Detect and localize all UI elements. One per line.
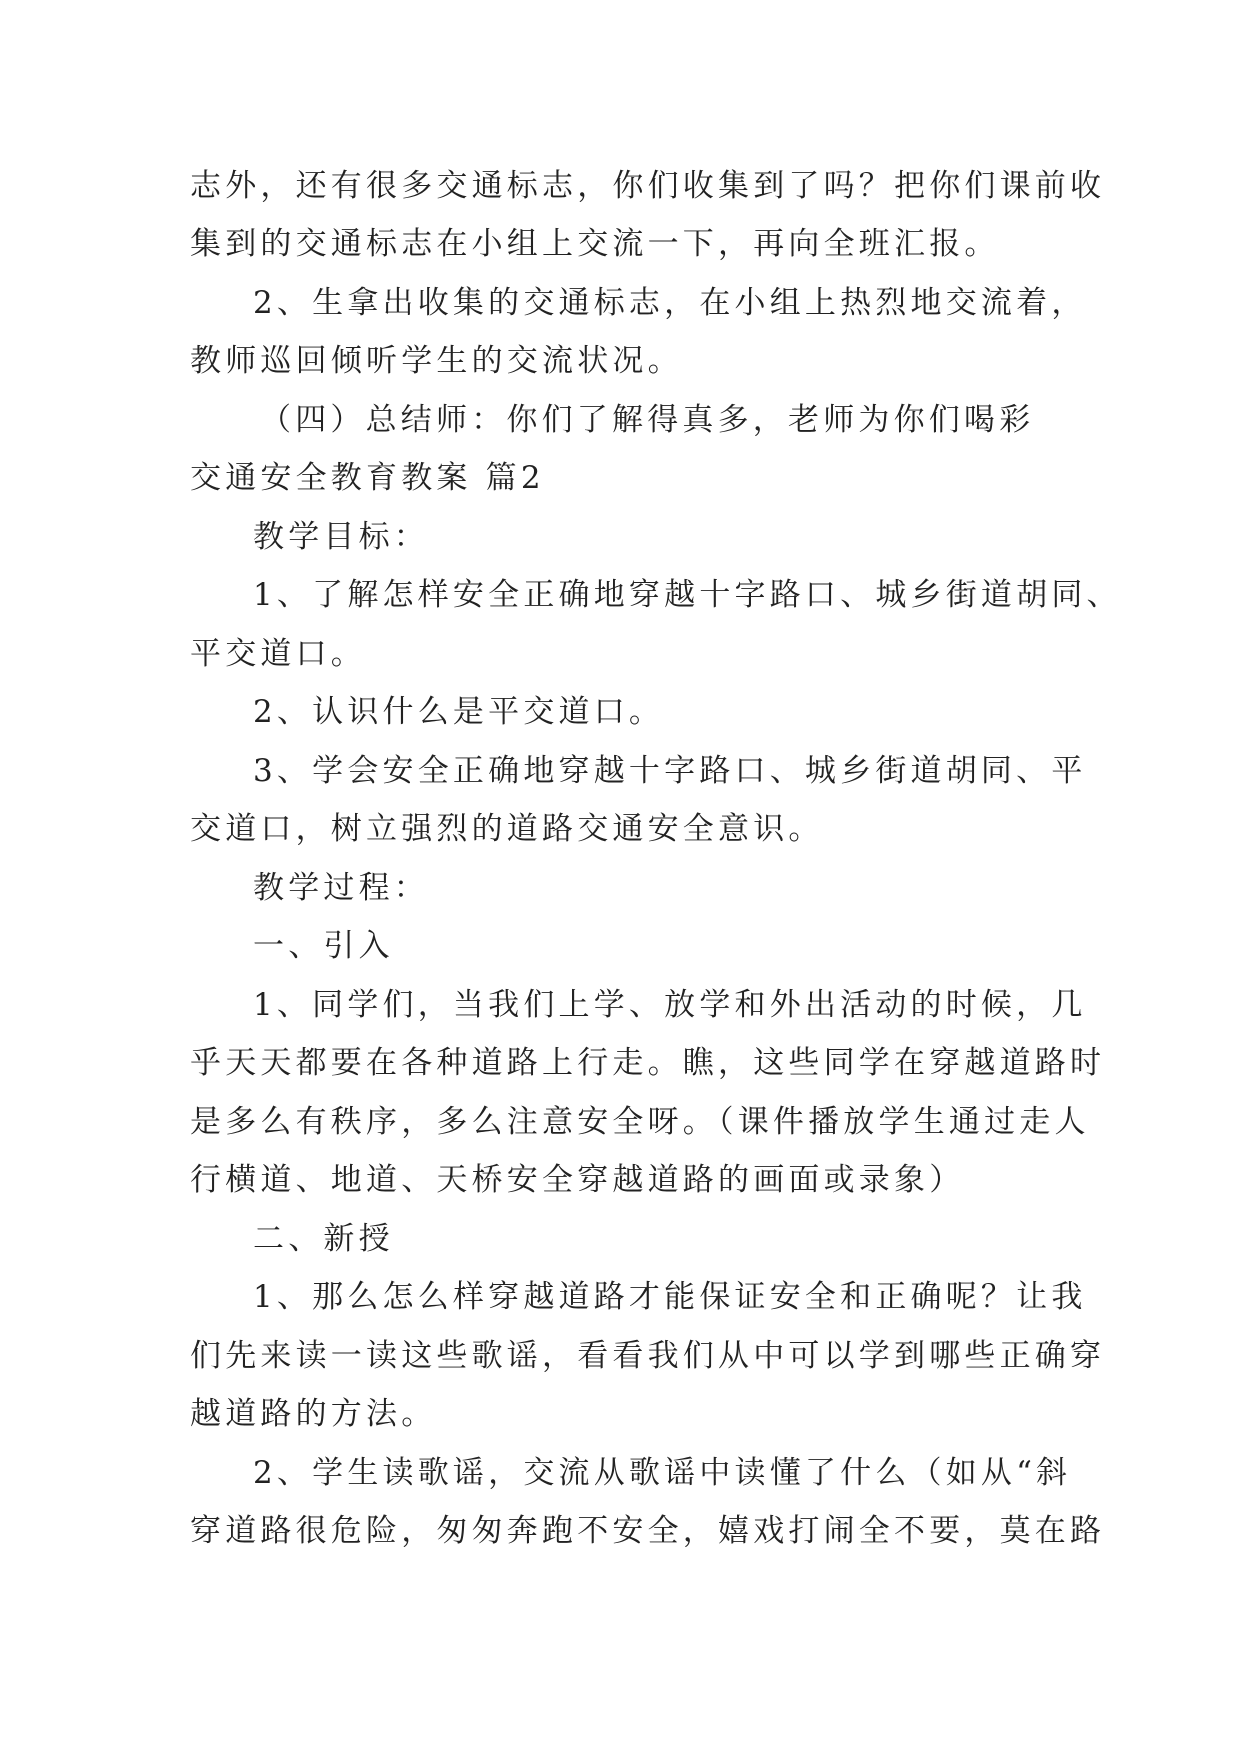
paragraph-line: 2、生拿出收集的交通标志，在小组上热烈地交流着， — [253, 285, 1087, 321]
paragraph-line: 1、那么怎么样穿越道路才能保证安全和正确呢？让我 — [253, 1279, 1087, 1315]
paragraph-line: （四）总结师：你们了解得真多，老师为你们喝彩 — [260, 402, 1035, 438]
paragraph-line: 乎天天都要在各种道路上行走。瞧，这些同学在穿越道路时 — [190, 1045, 1106, 1081]
paragraph-line: 3、学会安全正确地穿越十字路口、城乡街道胡同、平 — [253, 753, 1087, 789]
paragraph-line: 交道口，树立强烈的道路交通安全意识。 — [190, 811, 824, 847]
paragraph-line: 集到的交通标志在小组上交流一下，再向全班汇报。 — [190, 226, 1000, 262]
paragraph-line: 们先来读一读这些歌谣，看看我们从中可以学到哪些正确穿 — [190, 1338, 1106, 1374]
paragraph-line: 穿道路很危险，匆匆奔跑不安全，嬉戏打闹全不要，莫在路 — [190, 1513, 1106, 1549]
paragraph-line: 1、同学们，当我们上学、放学和外出活动的时候，几 — [253, 987, 1087, 1023]
section-heading: 交通安全教育教案 篇2 — [190, 460, 545, 496]
paragraph-line: 教师巡回倾听学生的交流状况。 — [190, 343, 683, 379]
paragraph-line: 行横道、地道、天桥安全穿越道路的画面或录象） — [190, 1162, 965, 1198]
paragraph-line: 1、了解怎样安全正确地穿越十字路口、城乡街道胡同、 — [253, 577, 1122, 613]
paragraph-line: 2、认识什么是平交道口。 — [253, 694, 665, 730]
subheading: 教学过程： — [253, 870, 429, 906]
paragraph-line: 2、学生读歌谣，交流从歌谣中读懂了什么（如从“斜 — [253, 1455, 1072, 1491]
paragraph-line: 志外，还有很多交通标志，你们收集到了吗？把你们课前收 — [190, 168, 1106, 204]
paragraph-line: 平交道口。 — [190, 636, 366, 672]
subheading: 教学目标： — [253, 519, 429, 555]
paragraph-line: 是多么有秩序，多么注意安全呀。（课件播放学生通过走人 — [190, 1104, 1090, 1140]
subheading: 二、新授 — [253, 1221, 394, 1257]
paragraph-line: 越道路的方法。 — [190, 1396, 437, 1432]
subheading: 一、引入 — [253, 928, 394, 964]
